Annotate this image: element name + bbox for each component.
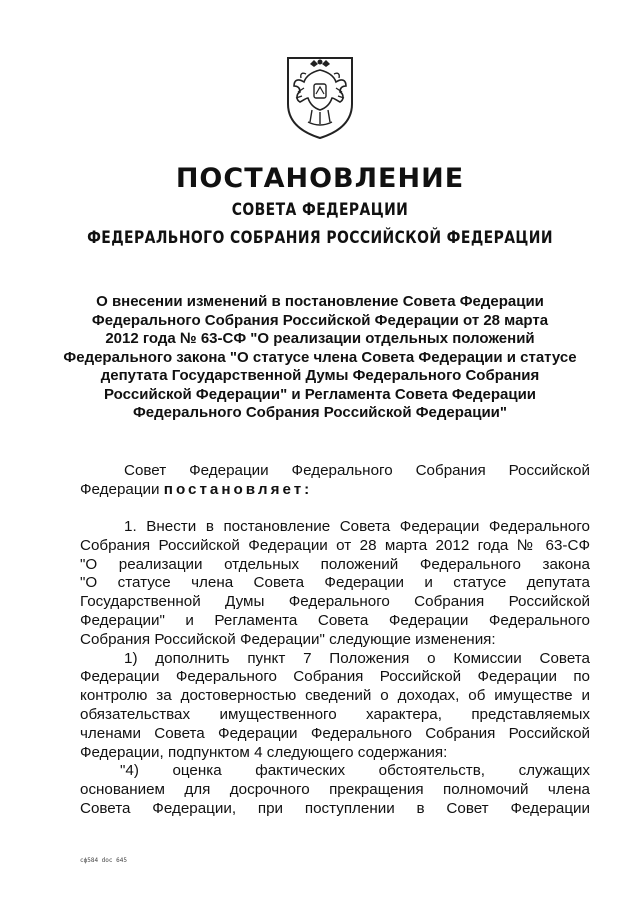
body-line: Федерации, подпунктом 4 следующего содержания: bbox=[80, 743, 448, 761]
preamble-line: Совет Федерации Федерального Собрания Российской bbox=[124, 462, 590, 479]
issuer-heading-line2: ФЕДЕРАЛЬНОГО СОБРАНИЯ РОССИЙСКОЙ ФЕДЕРАЦИИ bbox=[87, 228, 553, 248]
body-line: контролю за достоверностью сведений о доходах, об имуществе и bbox=[80, 687, 590, 705]
preamble-paragraph bbox=[80, 462, 590, 500]
resolves-keyword: постановляет: bbox=[163, 480, 313, 498]
title-line: 2012 года № 63-СФ "О реализации отдельных положений bbox=[105, 330, 535, 347]
document-title bbox=[40, 293, 600, 423]
body-line: Собрания Российской Федерации" следующие изменения: bbox=[80, 630, 496, 648]
title-line: Федерального Собрания Российской Федерации" bbox=[132, 404, 508, 421]
body-line: Государственной Думы Федерального Собрания Российской bbox=[80, 593, 590, 611]
document-code: сф584 doc 645 bbox=[80, 857, 127, 864]
body-line: "О статусе члена Совета Федерации и статусе депутата bbox=[80, 574, 590, 592]
body-line: "4) оценка фактических обстоятельств, служащих bbox=[120, 762, 590, 780]
title-line: О внесении изменений в постановление Совета Федерации bbox=[96, 293, 544, 310]
body-line: Федерации" и Регламента Совета Федерации Федерального bbox=[80, 611, 590, 629]
body-line: Федерации Федерального Собрания Российской Федерации по bbox=[80, 668, 590, 686]
issuer-heading-line1: СОВЕТА ФЕДЕРАЦИИ bbox=[231, 200, 409, 220]
resolution-body bbox=[80, 518, 590, 819]
preamble-text: Федерации bbox=[80, 480, 160, 498]
body-line: Собрания Российской Федерации от 28 марта 2012 года № 63-СФ bbox=[80, 536, 590, 554]
body-line: основанием для досрочного прекращения полномочий члена bbox=[80, 781, 590, 799]
title-line: Федерального закона "О статусе члена Совета Федерации и статусе bbox=[63, 348, 577, 366]
title-line: депутата Государственной Думы Федерального Собрания bbox=[100, 367, 540, 384]
body-line: Совета Федерации, при поступлении в Совет Федерации bbox=[80, 799, 590, 817]
body-line: обязательствах имущественного характера, представляемых bbox=[80, 705, 590, 723]
preamble-line bbox=[80, 481, 590, 500]
body-line: "О реализации отдельных положений Федерального закона bbox=[80, 555, 590, 573]
title-line: Федерального Собрания Российской Федерации от 28 марта bbox=[91, 311, 549, 329]
body-line: членами Совета Федерации Федерального Собрания Российской bbox=[80, 724, 590, 742]
document-type-heading: ПОСТАНОВЛЕНИЕ bbox=[175, 163, 465, 194]
title-line: Российской Федерации" и Регламента Совета Федерации bbox=[103, 385, 537, 403]
double-headed-eagle-icon bbox=[282, 52, 358, 140]
body-line: 1. Внести в постановление Совета Федерации Федерального bbox=[124, 518, 590, 535]
body-line: 1) дополнить пункт 7 Положения о Комиссии Совета bbox=[124, 649, 590, 667]
